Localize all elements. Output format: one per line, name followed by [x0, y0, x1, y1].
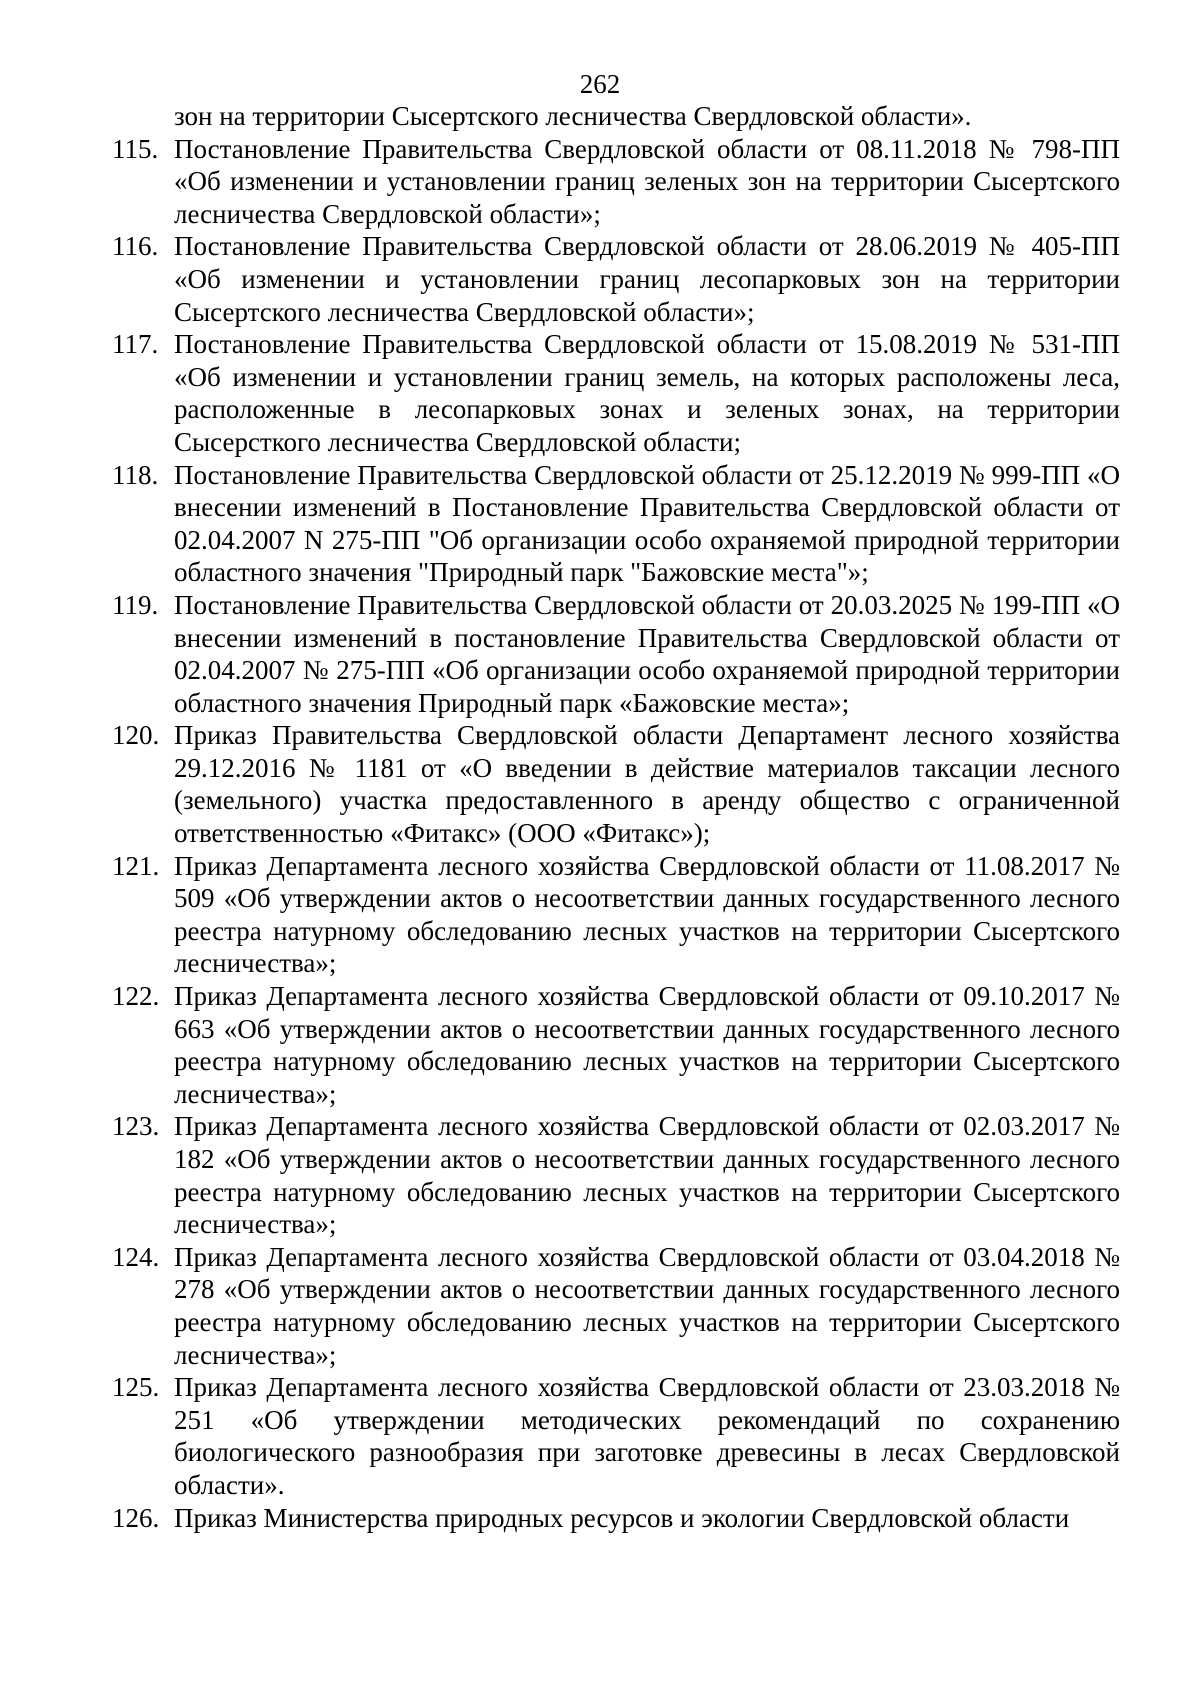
item-number: 120.: [112, 720, 160, 751]
item-text: Приказ Департамента лесного хозяйства Свердловской области от 11.08.2017 № 509 «Об утверждении актов о несоответствии данных государственного лесного реестра натурному обследованию лесных участков на территории Сысертского лесничества»;: [174, 850, 1120, 979]
item-number: 122.: [112, 981, 160, 1012]
item-text: Постановление Правительства Свердловской области от 15.08.2019 № 531-ПП «Об изменении и установлении границ земель, на которых расположены леса, расположенные в лесопарковых зонах и зеленых зонах, на территории Сысерсткого лесничества Свердловской области;: [174, 329, 1120, 457]
list-item: [112, 230, 1120, 328]
reference-list: [112, 133, 1120, 1535]
page-number: 262: [579, 69, 621, 99]
item-text: Постановление Правительства Свердловской области от 25.12.2019 № 999-ПП «О внесении изменений в Постановление Правительства Свердловской области от 02.04.2007 N 275-ПП "Об организации особо охраняемой природной территории областного значения "Природный парк "Бажовские места"»;: [174, 459, 1120, 588]
item-text: Приказ Департамента лесного хозяйства Свердловской области от 23.03.2018 № 251 «Об утверждении методических рекомендаций по сохранению биологического разнообразия при заготовке древесины в лесах Свердловской области».: [174, 1372, 1120, 1500]
item-text: Постановление Правительства Свердловской области от 20.03.2025 № 199-ПП «О внесении изменений в постановление Правительства Свердловской области от 02.04.2007 № 275-ПП «Об организации особо охраняемой природной территории областного значения Природный парк «Бажовские места»;: [174, 589, 1120, 718]
item-text: Приказ Министерства природных ресурсов и экологии Свердловской области: [174, 1502, 1070, 1533]
item-number: 123.: [112, 1111, 160, 1142]
list-item: [112, 1110, 1120, 1240]
list-item: [112, 589, 1120, 719]
list-item: [112, 328, 1120, 458]
list-item: [112, 459, 1120, 589]
item-text: Приказ Департамента лесного хозяйства Свердловской области от 03.04.2018 № 278 «Об утверждении актов о несоответствии данных государственного лесного реестра натурному обследованию лесных участков на территории Сысертского лесничества»;: [174, 1241, 1120, 1370]
item-number: 125.: [112, 1372, 160, 1403]
continuation-text: зон на территории Сысертского лесничества Свердловской области».: [174, 101, 972, 131]
item-number: 117.: [112, 329, 159, 360]
item-number: 126.: [112, 1502, 160, 1533]
item-number: 121.: [112, 850, 160, 881]
list-item: [112, 980, 1120, 1110]
item-text: Постановление Правительства Свердловской области от 08.11.2018 № 798-ПП «Об изменении и установлении границ зеленых зон на территории Сысертского лесничества Свердловской области»;: [174, 133, 1120, 229]
item-number: 119.: [112, 589, 159, 620]
list-item: [112, 1371, 1120, 1501]
item-number: 116.: [112, 231, 159, 262]
item-number: 124.: [112, 1241, 160, 1272]
item-text: Приказ Департамента лесного хозяйства Свердловской области от 02.03.2017 № 182 «Об утверждении актов о несоответствии данных государственного лесного реестра натурному обследованию лесных участков на территории Сысертского лесничества»;: [174, 1111, 1120, 1240]
item-number: 115.: [112, 133, 159, 164]
item-text: Приказ Правительства Свердловской области Департамент лесного хозяйства 29.12.2016 № 1181 от «О введении в действие материалов таксации лесного (земельного) участка предоставленного в аренду общество с ограниченной ответственностью «Фитакс» (ООО «Фитакс»);: [174, 720, 1120, 849]
document-body: [112, 100, 1120, 1534]
item-number: 118.: [112, 459, 159, 490]
item-text: Постановление Правительства Свердловской области от 28.06.2019 № 405-ПП «Об изменении и установлении границ лесопарковых зон на территории Сысертского лесничества Свердловской области»;: [174, 231, 1120, 327]
list-item: [112, 850, 1120, 980]
list-item: [112, 719, 1120, 849]
item-text: Приказ Департамента лесного хозяйства Свердловской области от 09.10.2017 № 663 «Об утверждении актов о несоответствии данных государственного лесного реестра натурному обследованию лесных участков на территории Сысертского лесничества»;: [174, 981, 1120, 1109]
list-item: [112, 1502, 1120, 1535]
list-item: [112, 1241, 1120, 1371]
list-item: [112, 133, 1120, 231]
